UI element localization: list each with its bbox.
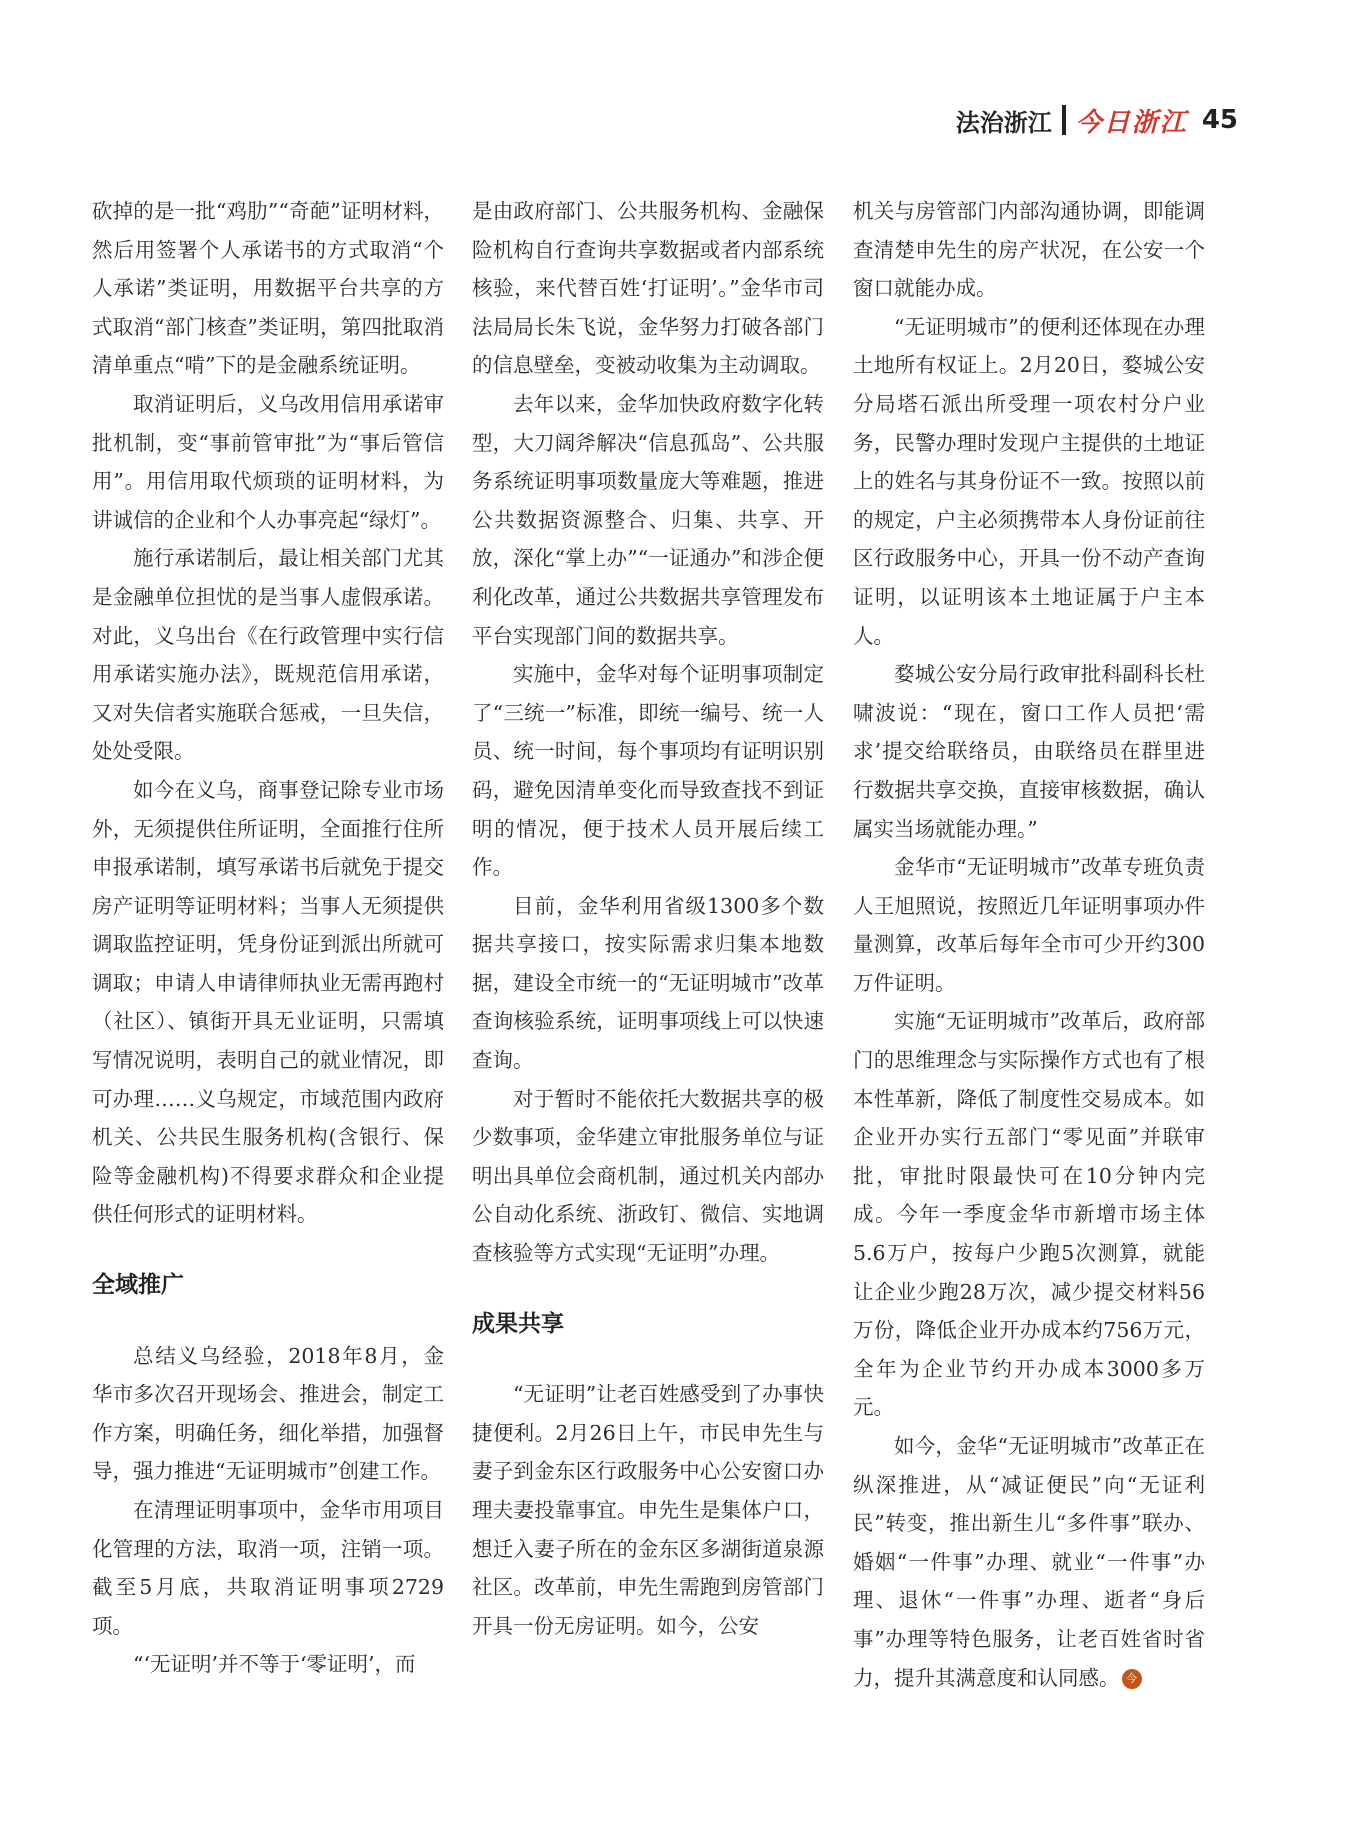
paragraph: 施行承诺制后，最让相关部门尤其是金融单位担忧的是当事人虚假承诺。对此，义乌出台《在行政管理中实行信用承诺实施办法》，既规范信用承诺，又对失信者实施联合惩戒，一旦失信，处处受限。	[92, 546, 444, 764]
paragraph: 砍掉的是一批“鸡肋”“奇葩”证明材料，然后用签署个人承诺书的方式取消“个人承诺”类证明，用数据平台共享的方式取消“部门核查”类证明，第四批取消清单重点“啃”下的是金融系统证明。	[92, 199, 444, 378]
paragraph: 在清理证明事项中，金华市用项目化管理的方法，取消一项，注销一项。截至5月底，共取消证明事项2729项。	[92, 1498, 444, 1638]
section-heading: 全域推广	[92, 1272, 184, 1299]
paragraph: 是由政府部门、公共服务机构、金融保险机构自行查询共享数据或者内部系统核验，来代替百姓‘打证明’。”金华市司法局局长朱飞说，金华努力打破各部门的信息壁垒，变被动收集为主动调取。	[472, 199, 824, 378]
paragraph: “‘无证明’并不等于‘零证明’，而	[133, 1652, 416, 1677]
paragraph: 实施“无证明城市”改革后，政府部门的思维理念与实际操作方式也有了根本性革新，降低了制度性交易成本。如企业开办实行五部门“零见面”并联审批，审批时限最快可在10分钟内完成。今年一季度金华市新增市场主体5.6万户，按每户少跑5次测算，就能让企业少跑28万次，减少提交材料56万份，降低企业开办成本约756万元，全年为企业节约开办成本3000多万元。	[853, 1009, 1205, 1420]
column-2	[472, 192, 824, 1645]
section-heading: 成果共享	[472, 1310, 564, 1337]
paragraph-text: 如今，金华“无证明城市”改革正在纵深推进，从“减证便民”向“无证利民”转变，推出新生儿“多件事”联办、婚姻“一件事”办理、就业“一件事”办理、退休“一件事”办理、逝者“身后事”办理等特色服务，让老百姓省时省力，提升其满意度和认同感。	[853, 1434, 1205, 1690]
paragraph: 如今在义乌，商事登记除专业市场外，无须提供住所证明，全面推行住所申报承诺制，填写承诺书后就免于提交房产证明等证明材料；当事人无须提供调取监控证明，凭身份证到派出所就可调取；申请人申请律师执业无需再跑村（社区）、镇街开具无业证明，只需填写情况说明，表明自己的就业情况，即可办理……义乌规定，市域范围内政府机关、公共民生服务机构(含银行、保险等金融机构)不得要求群众和企业提供任何形式的证明材料。	[92, 777, 444, 1227]
paragraph: “无证明城市”的便利还体现在办理土地所有权证上。2月20日，婺城公安分局塔石派出所受理一项农村分户业务，民警办理时发现户主提供的土地证上的姓名与其身份证不一致。按照以前的规定，户主必须携带本人身份证前往区行政服务中心，开具一份不动产查询证明，以证明该本土地证属于户主本人。	[853, 314, 1205, 648]
column-3	[853, 192, 1205, 1697]
paragraph: 机关与房管部门内部沟通协调，即能调查清楚申先生的房产状况，在公安一个窗口就能办成。	[853, 199, 1205, 301]
paragraph: 总结义乌经验，2018年8月，金华市多次召开现场会、推进会，制定工作方案，明确任务，细化举措，加强督导，强力推进“无证明城市”创建工作。	[92, 1343, 444, 1484]
paragraph: 对于暂时不能依托大数据共享的极少数事项，金华建立审批服务单位与证明出具单位会商机制，通过机关内部办公自动化系统、浙政钉、微信、实地调查核验等方式实现“无证明”办理。	[472, 1086, 824, 1266]
paragraph	[853, 1427, 1205, 1697]
paragraph: 实施中，金华对每个证明事项制定了“三统一”标准，即统一编号、统一人员、统一时间，每个事项均有证明识别码，避免因清单变化而导致查找不到证明的情况，便于技术人员开展后续工作。	[472, 662, 824, 880]
paragraph: 去年以来，金华加快政府数字化转型，大刀阔斧解决“信息孤岛”、公共服务系统证明事项数量庞大等难题，推进公共数据资源整合、归集、共享、开放，深化“掌上办”“一证通办”和涉企便利化改革，通过公共数据共享管理发布平台实现部门间的数据共享。	[472, 391, 824, 648]
paragraph: 婺城公安分局行政审批科副科长杜啸波说：“现在，窗口工作人员把‘需求’提交给联络员，由联络员在群里进行数据共享交换，直接审核数据，确认属实当场就能办理。”	[853, 662, 1205, 841]
header-divider	[1062, 105, 1066, 135]
page-header	[956, 100, 1238, 140]
paragraph: 金华市“无证明城市”改革专班负责人王旭照说，按照近几年证明事项办件量测算，改革后每年全市可少开约300万件证明。	[853, 855, 1205, 995]
column-1	[92, 192, 444, 1684]
paragraph: 取消证明后，义乌改用信用承诺审批机制，变“事前管审批”为“事后管信用”。用信用取代烦琐的证明材料，为讲诚信的企业和个人办事亮起“绿灯”。	[92, 391, 444, 532]
section-title: 法治浙江	[955, 108, 1052, 137]
paragraph: “无证明”让老百姓感受到了办事快捷便利。2月26日上午，市民申先生与妻子到金东区行政服务中心公安窗口办理夫妻投靠事宜。申先生是集体户口，想迁入妻子所在的金东区多湖街道泉源社区。改革前，申先生需跑到房管部门开具一份无房证明。如今，公安	[472, 1382, 824, 1638]
end-mark-icon: 今	[1122, 1669, 1142, 1689]
page-number: 45	[1201, 105, 1238, 135]
magazine-logo: 今日浙江	[1075, 107, 1188, 138]
paragraph: 目前，金华利用省级1300多个数据共享接口，按实际需求归集本地数据，建设全市统一的“无证明城市”改革查询核验系统，证明事项线上可以快速查询。	[472, 893, 824, 1073]
